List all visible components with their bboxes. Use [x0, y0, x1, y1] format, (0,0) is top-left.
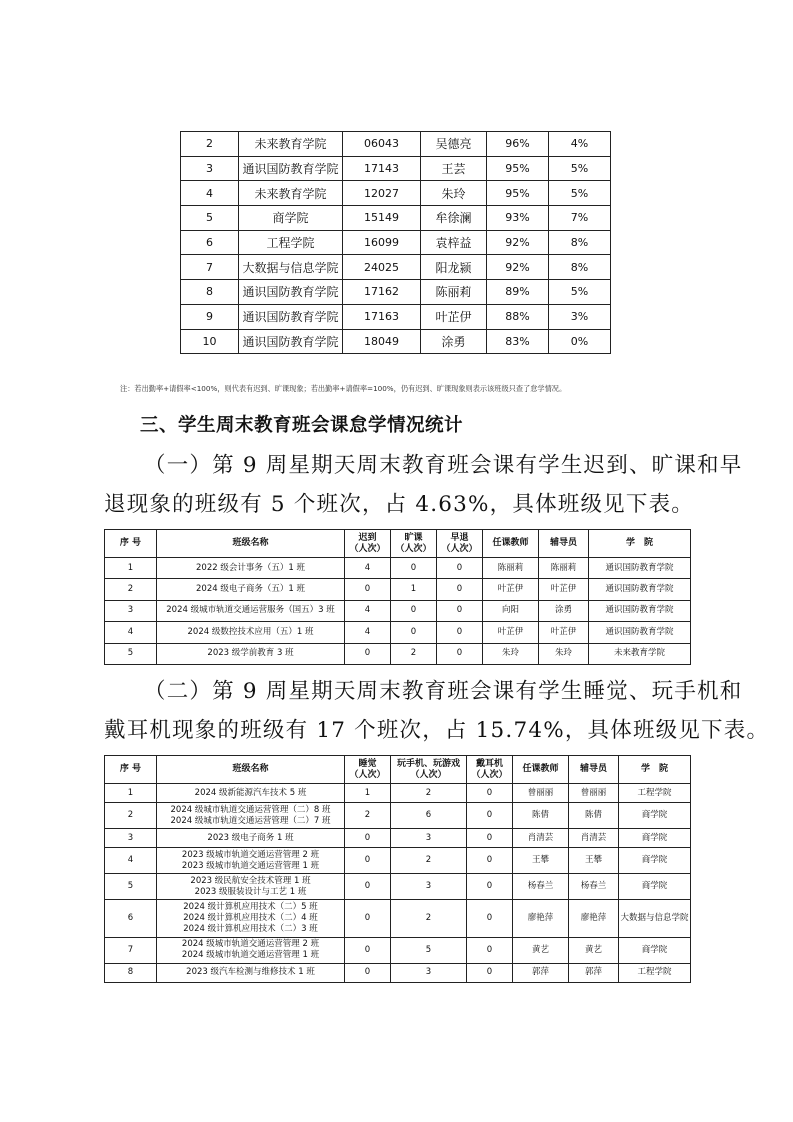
table-row — [105, 848, 691, 874]
cell-late: 0 — [345, 643, 391, 664]
cell-no: 2 — [105, 579, 157, 600]
cell-phone: 3 — [391, 874, 467, 900]
cell-rate2: 0% — [549, 329, 611, 354]
header-earphone: 戴耳机 （人次） — [467, 756, 513, 784]
cell-class: 2024 级新能源汽车技术 5 班 — [157, 784, 345, 803]
cell-rate2: 3% — [549, 304, 611, 329]
cell-absent: 2 — [391, 643, 437, 664]
cell-rate2: 7% — [549, 206, 611, 231]
cell-rate2: 5% — [549, 280, 611, 305]
cell-counselor: 廖艳萍 — [569, 900, 619, 938]
cell-earphone: 0 — [467, 803, 513, 829]
cell-code: 12027 — [343, 181, 421, 206]
cell-earphone: 0 — [467, 848, 513, 874]
cell-absent: 0 — [391, 622, 437, 643]
cell-college: 工程学院 — [239, 230, 343, 255]
paragraph-1 — [104, 446, 743, 524]
cell-code: 17163 — [343, 304, 421, 329]
cell-counselor: 涂勇 — [539, 600, 589, 621]
cell-teacher: 朱玲 — [483, 643, 539, 664]
attendance-ranking-table — [180, 131, 611, 354]
cell-counselor: 杨春兰 — [569, 874, 619, 900]
cell-absent: 0 — [391, 600, 437, 621]
cell-college: 商学院 — [619, 937, 691, 963]
cell-class: 2024 级城市轨道交通运营管理 2 班 2024 级城市轨道交通运营管理 1 班 — [157, 937, 345, 963]
cell-teacher: 涂勇 — [421, 329, 487, 354]
cell-counselor: 陈倩 — [569, 803, 619, 829]
cell-college: 通识国防教育学院 — [589, 600, 691, 621]
cell-counselor: 王攀 — [569, 848, 619, 874]
cell-teacher: 廖艳萍 — [513, 900, 569, 938]
cell-code: 16099 — [343, 230, 421, 255]
cell-rate1: 89% — [487, 280, 549, 305]
sleep-phone-table — [104, 755, 691, 983]
cell-college: 未来教育学院 — [589, 643, 691, 664]
cell-counselor: 肖清芸 — [569, 829, 619, 848]
table-row — [181, 132, 611, 157]
cell-phone: 6 — [391, 803, 467, 829]
cell-counselor: 叶芷伊 — [539, 622, 589, 643]
header-no: 序 号 — [105, 530, 157, 558]
cell-sleep: 0 — [345, 829, 391, 848]
header-no: 序 号 — [105, 756, 157, 784]
cell-late: 4 — [345, 600, 391, 621]
cell-teacher: 牟徐澜 — [421, 206, 487, 231]
cell-rate2: 8% — [549, 230, 611, 255]
cell-counselor: 陈丽莉 — [539, 558, 589, 579]
cell-code: 06043 — [343, 132, 421, 157]
header-early: 早退 （人次） — [437, 530, 483, 558]
cell-class: 2023 级学前教育 3 班 — [157, 643, 345, 664]
cell-rate1: 95% — [487, 181, 549, 206]
cell-early: 0 — [437, 622, 483, 643]
cell-college: 商学院 — [239, 206, 343, 231]
cell-class: 2024 级城市轨道交通运营管理（二）8 班 2024 级城市轨道交通运营管理（二）7 班 — [157, 803, 345, 829]
cell-class: 2024 级城市轨道交通运营服务（国五）3 班 — [157, 600, 345, 621]
cell-phone: 3 — [391, 963, 467, 982]
header-college: 学 院 — [619, 756, 691, 784]
cell-college: 未来教育学院 — [239, 132, 343, 157]
cell-teacher: 杨春兰 — [513, 874, 569, 900]
cell-rate1: 95% — [487, 156, 549, 181]
cell-no: 1 — [105, 784, 157, 803]
table-row — [105, 874, 691, 900]
cell-code: 17162 — [343, 280, 421, 305]
cell-no: 4 — [105, 848, 157, 874]
cell-rate2: 8% — [549, 255, 611, 280]
cell-sleep: 0 — [345, 848, 391, 874]
cell-counselor: 郭萍 — [569, 963, 619, 982]
cell-phone: 5 — [391, 937, 467, 963]
header-teacher: 任课教师 — [513, 756, 569, 784]
paragraph-2-line-1: （二）第 9 周星期天周末教育班会课有学生睡觉、玩手机和 — [144, 679, 743, 704]
cell-earphone: 0 — [467, 784, 513, 803]
cell-code: 17143 — [343, 156, 421, 181]
cell-rank: 6 — [181, 230, 239, 255]
cell-rate2: 5% — [549, 156, 611, 181]
header-counselor: 辅导员 — [539, 530, 589, 558]
cell-earphone: 0 — [467, 874, 513, 900]
header-college: 学 院 — [589, 530, 691, 558]
cell-rate2: 4% — [549, 132, 611, 157]
cell-earphone: 0 — [467, 963, 513, 982]
table-row — [181, 156, 611, 181]
cell-class: 2023 级城市轨道交通运营管理 2 班 2023 级城市轨道交通运营管理 1 班 — [157, 848, 345, 874]
cell-teacher: 袁梓益 — [421, 230, 487, 255]
cell-teacher: 曾丽丽 — [513, 784, 569, 803]
cell-college: 商学院 — [619, 874, 691, 900]
cell-class: 2023 级民航安全技术管理 1 班 2023 级服装设计与工艺 1 班 — [157, 874, 345, 900]
cell-teacher: 陈倩 — [513, 803, 569, 829]
cell-late: 4 — [345, 558, 391, 579]
cell-code: 18049 — [343, 329, 421, 354]
cell-sleep: 2 — [345, 803, 391, 829]
cell-early: 0 — [437, 579, 483, 600]
cell-no: 5 — [105, 643, 157, 664]
header-absent: 旷课 （人次） — [391, 530, 437, 558]
cell-rate1: 96% — [487, 132, 549, 157]
table-row — [181, 329, 611, 354]
cell-absent: 0 — [391, 558, 437, 579]
header-sleep: 睡觉 （人次） — [345, 756, 391, 784]
cell-sleep: 0 — [345, 900, 391, 938]
table-row — [181, 255, 611, 280]
table-note: 注：若出勤率+请假率<100%，则代表有迟到、旷课现象；若出勤率+请假率=100%，仍有迟到、旷课现象则表示该班级只查了怠学情况。 — [120, 384, 567, 393]
cell-college: 通识国防教育学院 — [239, 280, 343, 305]
cell-early: 0 — [437, 643, 483, 664]
cell-teacher: 肖清芸 — [513, 829, 569, 848]
cell-late: 0 — [345, 579, 391, 600]
table-row — [105, 579, 691, 600]
table-row — [105, 622, 691, 643]
table-row — [105, 937, 691, 963]
cell-rank: 5 — [181, 206, 239, 231]
table-row — [105, 558, 691, 579]
cell-no: 2 — [105, 803, 157, 829]
cell-rate1: 83% — [487, 329, 549, 354]
cell-class: 2024 级计算机应用技术（二）5 班 2024 级计算机应用技术（二）4 班 2024 级计算机应用技术（二）3 班 — [157, 900, 345, 938]
cell-teacher: 陈丽莉 — [421, 280, 487, 305]
header-phone: 玩手机、玩游戏 （人次） — [391, 756, 467, 784]
cell-class: 2023 级电子商务 1 班 — [157, 829, 345, 848]
table-row — [181, 280, 611, 305]
cell-counselor: 叶芷伊 — [539, 579, 589, 600]
cell-counselor: 黄艺 — [569, 937, 619, 963]
cell-teacher: 向阳 — [483, 600, 539, 621]
cell-teacher: 朱玲 — [421, 181, 487, 206]
cell-counselor: 曾丽丽 — [569, 784, 619, 803]
section-heading: 三、学生周末教育班会课怠学情况统计 — [140, 415, 464, 436]
cell-college: 大数据与信息学院 — [619, 900, 691, 938]
cell-teacher: 叶芷伊 — [483, 579, 539, 600]
cell-teacher: 叶芷伊 — [483, 622, 539, 643]
cell-college: 通识国防教育学院 — [239, 156, 343, 181]
cell-no: 8 — [105, 963, 157, 982]
cell-early: 0 — [437, 558, 483, 579]
paragraph-1-line-2: 退现象的班级有 5 个班次，占 4.63%，具体班级见下表。 — [104, 492, 694, 517]
cell-rate1: 92% — [487, 255, 549, 280]
cell-college: 通识国防教育学院 — [239, 329, 343, 354]
cell-rate1: 93% — [487, 206, 549, 231]
cell-teacher: 王芸 — [421, 156, 487, 181]
cell-rank: 7 — [181, 255, 239, 280]
cell-code: 15149 — [343, 206, 421, 231]
cell-earphone: 0 — [467, 900, 513, 938]
cell-no: 5 — [105, 874, 157, 900]
table-row — [181, 230, 611, 255]
cell-rank: 10 — [181, 329, 239, 354]
cell-sleep: 0 — [345, 963, 391, 982]
cell-teacher: 叶芷伊 — [421, 304, 487, 329]
paragraph-2-line-2: 戴耳机现象的班级有 17 个班次，占 15.74%，具体班级见下表。 — [104, 718, 770, 743]
cell-class: 2022 级会计事务（五）1 班 — [157, 558, 345, 579]
cell-counselor: 朱玲 — [539, 643, 589, 664]
cell-college: 商学院 — [619, 803, 691, 829]
header-teacher: 任课教师 — [483, 530, 539, 558]
cell-college: 通识国防教育学院 — [589, 579, 691, 600]
cell-teacher: 郭萍 — [513, 963, 569, 982]
cell-rank: 9 — [181, 304, 239, 329]
cell-teacher: 王攀 — [513, 848, 569, 874]
cell-rank: 3 — [181, 156, 239, 181]
cell-sleep: 0 — [345, 874, 391, 900]
cell-code: 24025 — [343, 255, 421, 280]
cell-college: 通识国防教育学院 — [589, 622, 691, 643]
header-counselor: 辅导员 — [569, 756, 619, 784]
table-row — [181, 304, 611, 329]
cell-teacher: 阳龙颍 — [421, 255, 487, 280]
paragraph-1-line-1: （一）第 9 周星期天周末教育班会课有学生迟到、旷课和早 — [144, 453, 743, 478]
cell-class: 2024 级数控技术应用（五）1 班 — [157, 622, 345, 643]
cell-college: 未来教育学院 — [239, 181, 343, 206]
table-row — [105, 803, 691, 829]
header-class: 班级名称 — [157, 530, 345, 558]
cell-no: 3 — [105, 829, 157, 848]
cell-phone: 2 — [391, 848, 467, 874]
table-row — [105, 963, 691, 982]
paragraph-2 — [104, 672, 770, 750]
table-row — [181, 206, 611, 231]
cell-sleep: 1 — [345, 784, 391, 803]
cell-phone: 3 — [391, 829, 467, 848]
cell-rate1: 92% — [487, 230, 549, 255]
cell-late: 4 — [345, 622, 391, 643]
table-row — [181, 181, 611, 206]
cell-no: 3 — [105, 600, 157, 621]
cell-phone: 2 — [391, 784, 467, 803]
cell-earphone: 0 — [467, 937, 513, 963]
cell-college: 工程学院 — [619, 784, 691, 803]
cell-rank: 4 — [181, 181, 239, 206]
cell-teacher: 陈丽莉 — [483, 558, 539, 579]
cell-rank: 8 — [181, 280, 239, 305]
header-late: 迟到 （人次） — [345, 530, 391, 558]
table-row — [105, 600, 691, 621]
late-absent-table — [104, 529, 691, 665]
cell-college: 通识国防教育学院 — [589, 558, 691, 579]
cell-class: 2023 级汽车检测与维修技术 1 班 — [157, 963, 345, 982]
cell-early: 0 — [437, 600, 483, 621]
cell-college: 商学院 — [619, 829, 691, 848]
cell-class: 2024 级电子商务（五）1 班 — [157, 579, 345, 600]
table-row — [105, 900, 691, 938]
cell-rate2: 5% — [549, 181, 611, 206]
cell-college: 通识国防教育学院 — [239, 304, 343, 329]
cell-phone: 2 — [391, 900, 467, 938]
cell-absent: 1 — [391, 579, 437, 600]
table-row — [105, 829, 691, 848]
cell-no: 7 — [105, 937, 157, 963]
cell-college: 大数据与信息学院 — [239, 255, 343, 280]
cell-no: 6 — [105, 900, 157, 938]
cell-earphone: 0 — [467, 829, 513, 848]
cell-teacher: 黄艺 — [513, 937, 569, 963]
cell-college: 商学院 — [619, 848, 691, 874]
cell-rank: 2 — [181, 132, 239, 157]
header-class: 班级名称 — [157, 756, 345, 784]
cell-no: 4 — [105, 622, 157, 643]
table-row — [105, 784, 691, 803]
cell-sleep: 0 — [345, 937, 391, 963]
cell-college: 工程学院 — [619, 963, 691, 982]
cell-rate1: 88% — [487, 304, 549, 329]
cell-teacher: 吴德亮 — [421, 132, 487, 157]
cell-no: 1 — [105, 558, 157, 579]
table-row — [105, 643, 691, 664]
